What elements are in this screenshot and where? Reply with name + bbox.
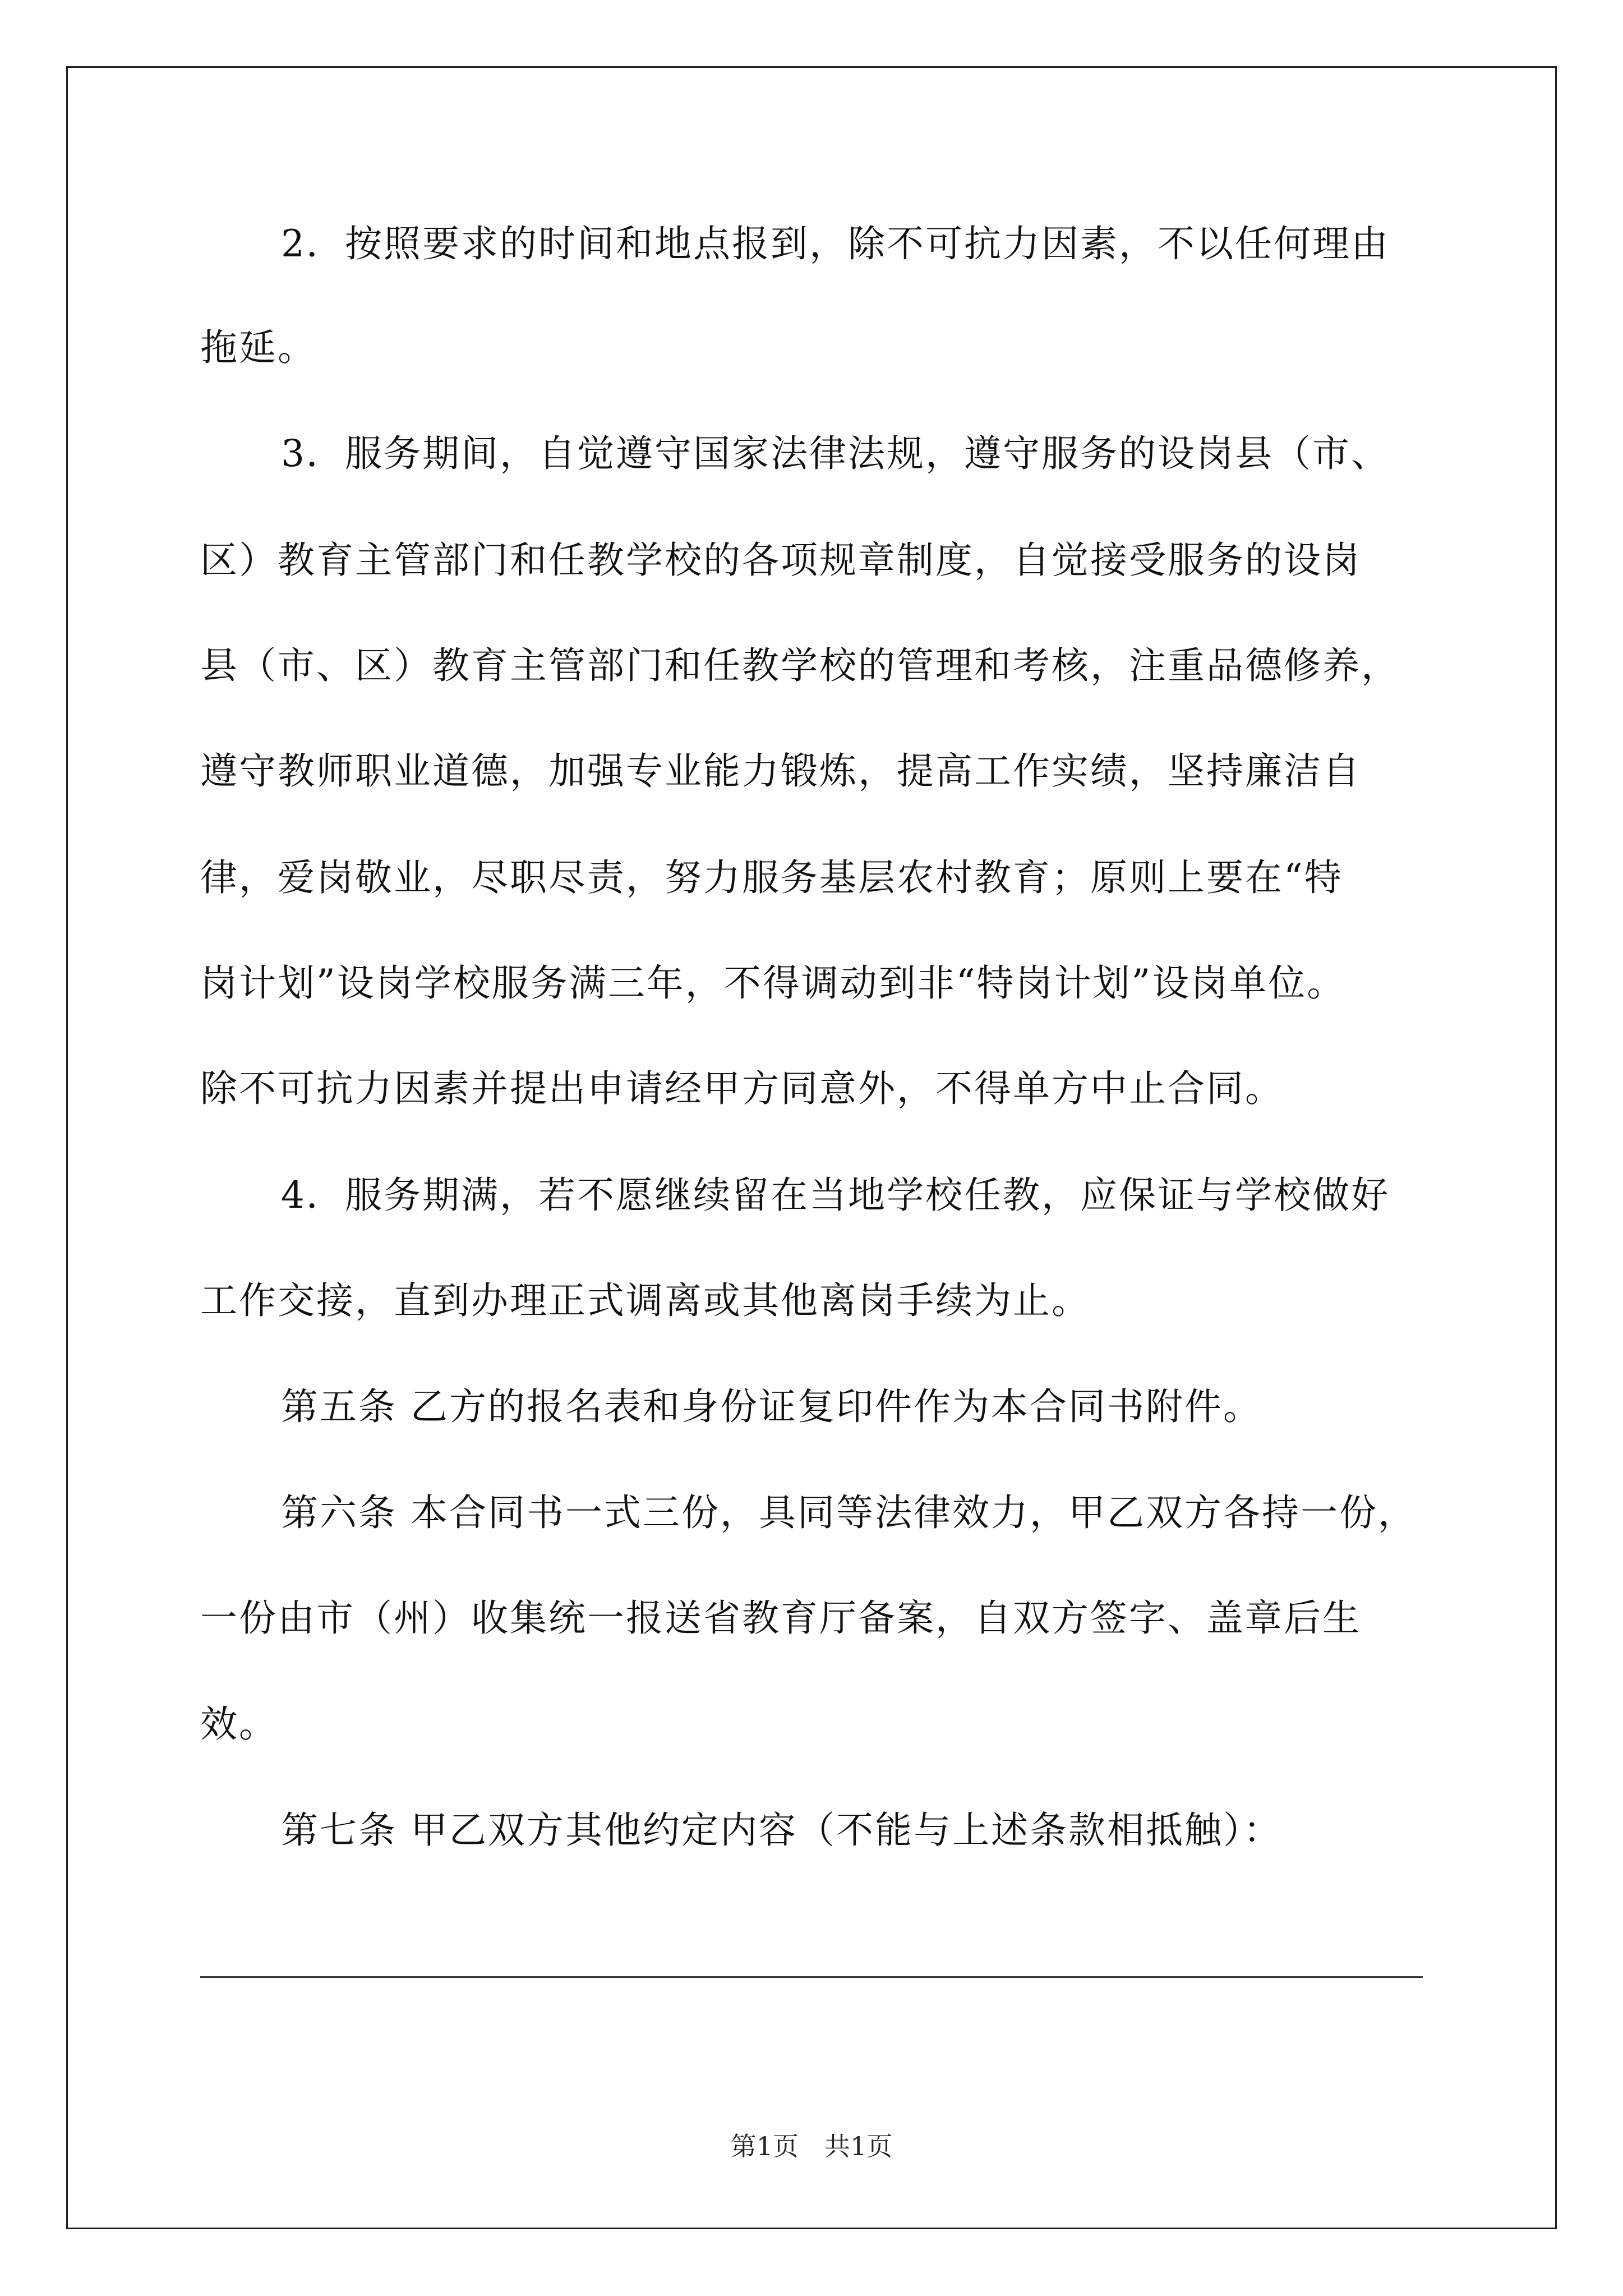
- paragraph-line: 3．服务期间，自觉遵守国家法律法规，遵守服务的设岗县（市、: [281, 432, 1390, 475]
- paragraph-line: 岗计划”设岗学校服务满三年，不得调动到非“特岗计划”设岗单位。: [200, 961, 1346, 1005]
- paragraph-line: 遵守教师职业道德，加强专业能力锻炼，提高工作实绩，坚持廉洁自: [200, 749, 1361, 793]
- paragraph-line: 除不可抗力因素并提出申请经甲方同意外，不得单方中止合同。: [200, 1067, 1284, 1110]
- paragraph-line: 工作交接，直到办理正式调离或其他离岗手续为止。: [200, 1279, 1090, 1322]
- paragraph-line: 效。: [200, 1703, 278, 1746]
- paragraph-line: 2．按照要求的时间和地点报到，除不可抗力因素，不以任何理由: [281, 222, 1390, 265]
- paragraph-line: 区）教育主管部门和任教学校的各项规章制度，自觉接受服务的设岗: [200, 539, 1361, 582]
- page-border: [66, 66, 1557, 2229]
- paragraph-line: 县（市、区）教育主管部门和任教学校的管理和考核，注重品德修养，: [200, 644, 1400, 687]
- paragraph-line: 一份由市（州）收集统一报送省教育厅备案，自双方签字、盖章后生: [200, 1596, 1361, 1640]
- paragraph-line: 第七条 甲乙双方其他约定内容（不能与上述条款相抵触）：: [281, 1809, 1282, 1852]
- page-number: 第1页 共1页: [730, 2131, 893, 2161]
- paragraph-line: 4．服务期满，若不愿继续留在当地学校任教，应保证与学校做好: [281, 1174, 1390, 1217]
- paragraph-line: 第六条 本合同书一式三份，具同等法律效力，甲乙双方各持一份，: [281, 1491, 1417, 1534]
- paragraph-line: 拖延。: [200, 326, 316, 369]
- blank-fill-line: [200, 1976, 1423, 1978]
- paragraph-line: 律，爱岗敬业，尽职尽责，努力服务基层农村教育；原则上要在“特: [200, 856, 1343, 899]
- paragraph-line: 第五条 乙方的报名表和身份证复印件作为本合同书附件。: [281, 1385, 1262, 1428]
